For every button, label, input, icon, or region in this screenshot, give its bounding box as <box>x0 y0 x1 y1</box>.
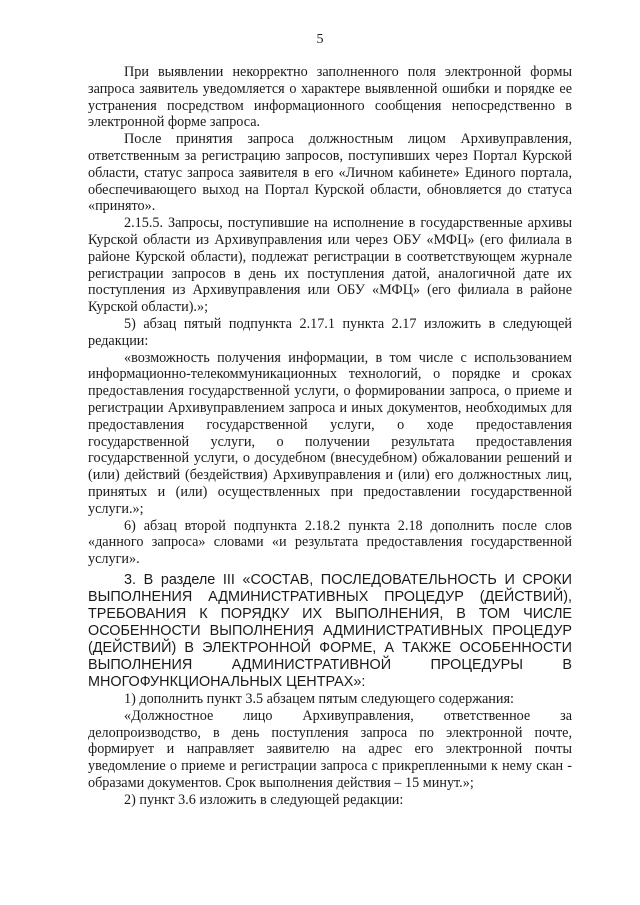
paragraph-amendment-6: 6) абзац второй подпункта 2.18.2 пункта 2.18 дополнить после слов «данного запроса» словами «и результата предоставления государственной услуги». <box>88 517 572 568</box>
paragraph-amendment-5: 5) абзац пятый подпункта 2.17.1 пункта 2.17 изложить в следующей редакции: <box>88 315 572 349</box>
paragraph-quoted-information-access: «возможность получения информации, в том числе с использованием информационно-телекоммуникационных технологий, о порядке и сроках предоставления государственной услуги, о формировании запроса, о приеме и регистрации Архивуправлением запроса и иных документов, необходимых для предоставления государственной услуги, о ходе предоставления государственной услуги, о получении результата предоставления государственной услуги, о досудебном (внесудебном) обжаловании решений и (или) действий (бездействия) Архивуправления и (или) его должностных лиц, принятых и (или) осуществленных при предоставлении государственной услуги.»; <box>88 349 572 517</box>
paragraph-amendment-3-2: 2) пункт 3.6 изложить в следующей редакции: <box>124 791 404 808</box>
document-body <box>88 64 572 808</box>
paragraph-request-status-update: После принятия запроса должностным лицом Архивуправления, ответственным за регистрацию запросов, поступивших через Портал Курской области, статус запроса заявителя в его «Личном кабинете» Единого портала, обеспечивающего выход на Портал Курской области, обновляется до статуса «принято». <box>88 131 572 215</box>
page-number: 5 <box>316 32 324 47</box>
paragraph-clause-2-15-5: 2.15.5. Запросы, поступившие на исполнение в государственные архивы Курской области из Архивуправления или через ОБУ «МФЦ» (его филиала в районе Курской области), подлежат регистрации в соответствующем журнале регистрации запросов в день их поступления датой, аналогичной дате их поступления из Архивуправления или ОБУ «МФЦ» (его филиала в районе Курской области).»; <box>88 215 572 316</box>
paragraph-amendment-3-1: 1) дополнить пункт 3.5 абзацем пятым следующего содержания: <box>124 690 514 707</box>
section-3-heading: 3. В разделе III «СОСТАВ, ПОСЛЕДОВАТЕЛЬНОСТЬ И СРОКИ ВЫПОЛНЕНИЯ АДМИНИСТРАТИВНЫХ ПРОЦЕДУР (ДЕЙСТВИЙ), ТРЕБОВАНИЯ К ПОРЯДКУ ИХ ВЫПОЛНЕНИЯ, В ТОМ ЧИСЛЕ ОСОБЕННОСТИ ВЫПОЛНЕНИЯ АДМИНИСТРАТИВНЫХ ПРОЦЕДУР (ДЕЙСТВИЙ) В ЭЛЕКТРОННОЙ ФОРМЕ, А ТАКЖЕ ОСОБЕННОСТИ ВЫПОЛНЕНИЯ АДМИНИСТРАТИВНОЙ ПРОЦЕДУРЫ В МНОГОФУНКЦИОНАЛЬНЫХ ЦЕНТРАХ»: <box>88 571 572 690</box>
paragraph-quoted-official-duty: «Должностное лицо Архивуправления, ответственное за делопроизводство, в день поступления запроса по электронной почте, формирует и направляет заявителю на адрес его электронной почты уведомление о приеме и регистрации запроса с прикрепленными к нему скан - образами документов. Срок выполнения действия – 15 минут.»; <box>88 707 572 791</box>
paragraph-form-error-notice: При выявлении некорректно заполненного поля электронной формы запроса заявитель уведомляется о характере выявленной ошибки и порядке ее устранения посредством информационного сообщения непосредственно в электронной форме запроса. <box>88 64 572 131</box>
